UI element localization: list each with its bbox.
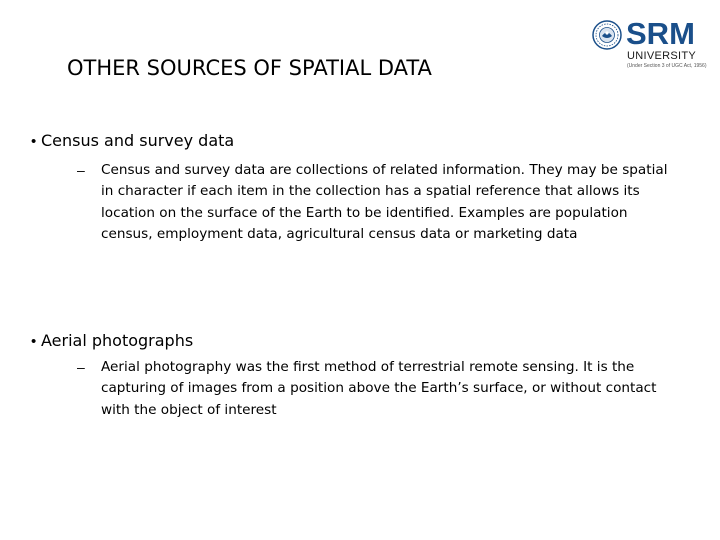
bullet-heading: Census and survey data [41, 131, 235, 150]
bullet-marker: • [31, 133, 37, 150]
seal-icon [592, 20, 622, 50]
logo-tagline: (Under Section 3 of UGC Act, 1956) [627, 63, 707, 69]
logo-wordmark: SRM [626, 16, 695, 51]
bullet-heading: Aerial photographs [41, 331, 194, 350]
slide-title: OTHER SOURCES OF SPATIAL DATA [67, 56, 432, 80]
sub-bullet-marker: – [77, 162, 85, 178]
sub-bullet [77, 160, 677, 245]
sub-bullet-text: Census and survey data are collections of related information. They may be spatial in character if each item in the collection has a spatial reference that allows its location on the surface of the Earth to be identified. Examples are population census, employment data, agricultural census data or marketing data [101, 162, 668, 242]
university-logo [590, 16, 707, 76]
bullet-item [0, 331, 193, 350]
sub-bullet-marker: – [77, 359, 85, 375]
logo-subtitle: UNIVERSITY [627, 50, 697, 62]
bullet-marker: • [31, 333, 37, 350]
sub-bullet [77, 357, 687, 421]
sub-bullet-text: Aerial photography was the first method of terrestrial remote sensing. It is the capturing of images from a position above the Earth’s surface, or without contact with the object of interest [101, 359, 657, 418]
bullet-item [0, 131, 234, 150]
